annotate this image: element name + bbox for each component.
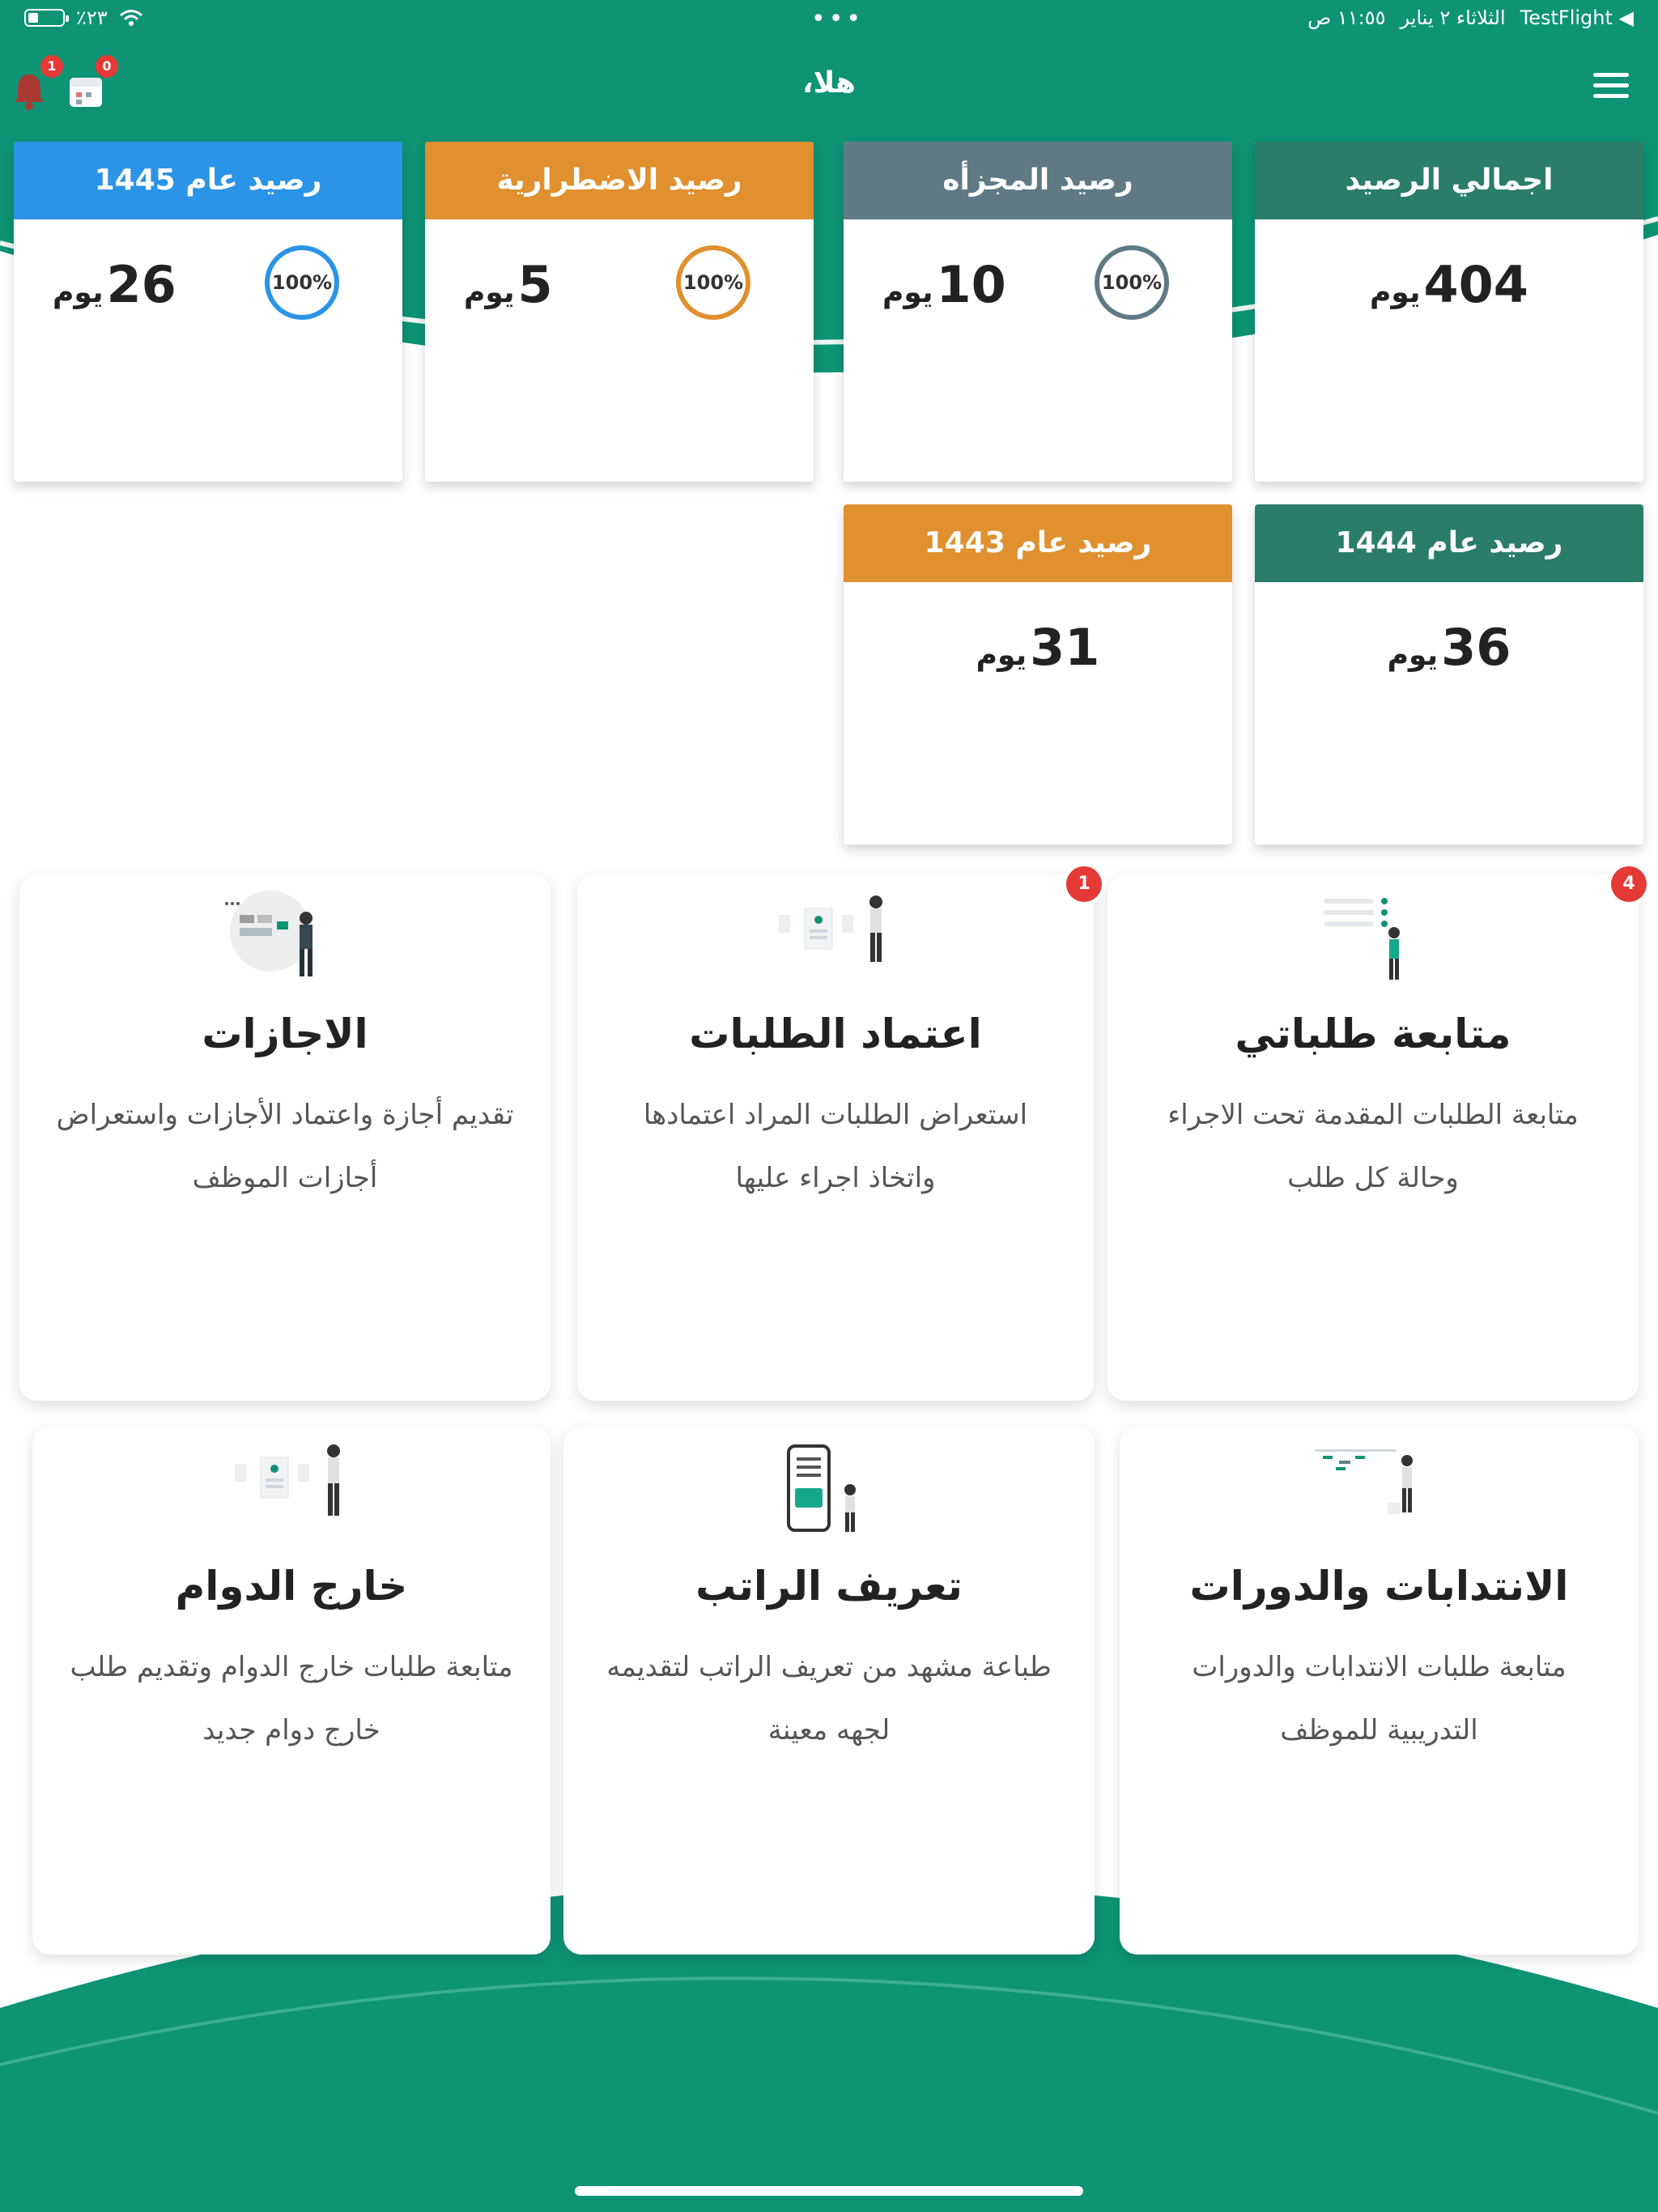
courses-illustration xyxy=(1307,1443,1452,1540)
balance-card-title: رصيد عام 1443 xyxy=(844,504,1232,582)
balance-days: 404 xyxy=(1423,255,1528,314)
service-title: اعتماد الطلبات xyxy=(689,1010,982,1057)
service-description: متابعة طلبات خارج الدوام وتقديم طلب خارج دوام جديد xyxy=(70,1651,513,1746)
service-description: متابعة طلبات الانتدابات والدورات التدريبية للموظف xyxy=(1192,1651,1567,1746)
service-description: طباعة مشهد من تعريف الراتب لتقديمه لجهه معينة xyxy=(606,1651,1052,1746)
menu-button[interactable] xyxy=(1593,73,1629,99)
balance-days: 36 xyxy=(1441,618,1511,677)
status-date: الثلاثاء ٢ يناير xyxy=(1400,6,1506,29)
bell-badge: 1 xyxy=(40,55,63,78)
balance-unit: يوم xyxy=(976,639,1027,672)
percent-ring: 100% xyxy=(676,245,750,320)
balance-card[interactable] xyxy=(844,142,1232,482)
overtime-illustration xyxy=(219,1443,364,1540)
balance-card[interactable] xyxy=(844,504,1232,844)
service-description: تقديم أجازة واعتماد الأجازات واستعراض أجازات الموظف xyxy=(56,1099,514,1194)
balance-card-title: رصيد عام 1445 xyxy=(14,142,402,219)
balance-card-title: رصيد المجزأه xyxy=(844,142,1232,219)
service-card[interactable] xyxy=(19,874,551,1401)
balance-unit: يوم xyxy=(53,276,104,309)
status-right xyxy=(1307,6,1634,29)
service-title: خارج الدوام xyxy=(175,1563,408,1610)
wifi-icon xyxy=(119,9,143,27)
balance-value xyxy=(1255,618,1643,677)
approval-illustration xyxy=(763,891,908,988)
balance-card-title: اجمالي الرصيد xyxy=(1255,142,1643,219)
balance-unit: يوم xyxy=(464,276,515,309)
service-card[interactable] xyxy=(563,1427,1095,1955)
multitask-dots[interactable]: ••• xyxy=(811,5,865,33)
balance-card[interactable] xyxy=(1255,142,1643,482)
balance-value xyxy=(464,255,553,314)
balance-days: 5 xyxy=(517,255,553,314)
balance-value xyxy=(1255,255,1643,314)
balance-card[interactable] xyxy=(425,142,814,482)
salary-illustration xyxy=(756,1443,902,1540)
balance-card-title: رصيد عام 1444 xyxy=(1255,504,1643,582)
service-title: متابعة طلباتي xyxy=(1235,1010,1511,1057)
app-header xyxy=(0,49,1658,121)
balance-card[interactable] xyxy=(1255,504,1643,844)
home-indicator[interactable] xyxy=(575,2186,1083,2196)
balance-days: 31 xyxy=(1030,618,1100,677)
service-card[interactable] xyxy=(32,1427,551,1955)
service-title: تعريف الراتب xyxy=(695,1563,963,1610)
balance-unit: يوم xyxy=(1387,639,1439,672)
status-bar xyxy=(0,0,1658,40)
service-description: متابعة الطلبات المقدمة تحت الاجراء وحالة كل طلب xyxy=(1167,1099,1579,1194)
service-card[interactable] xyxy=(577,874,1094,1401)
requests-illustration xyxy=(1300,891,1446,988)
balance-value xyxy=(882,255,1006,314)
status-left xyxy=(24,6,143,29)
service-title: الاجازات xyxy=(202,1010,368,1057)
balance-unit: يوم xyxy=(1370,276,1421,309)
menu-icon xyxy=(1593,73,1629,77)
balance-days: 26 xyxy=(106,255,176,314)
balance-value xyxy=(53,255,176,314)
battery-level: ٪٢٣ xyxy=(76,6,108,29)
percent-ring: 100% xyxy=(1095,245,1169,320)
leaves-illustration xyxy=(212,891,358,988)
notification-badge: 4 xyxy=(1611,866,1647,902)
status-time: ١١:٥٥ ص xyxy=(1307,6,1386,29)
balance-card[interactable] xyxy=(14,142,402,482)
service-description: استعراض الطلبات المراد اعتمادها واتخاذ اجراء عليها xyxy=(643,1099,1028,1194)
testflight-back[interactable]: TestFlight ◀ xyxy=(1520,6,1634,29)
service-card[interactable] xyxy=(1120,1427,1639,1955)
service-card[interactable] xyxy=(1107,874,1639,1401)
balance-card-title: رصيد الاضطرارية xyxy=(425,142,814,219)
battery-icon xyxy=(24,9,65,27)
greeting-title: هلا، xyxy=(802,66,856,100)
balance-days: 10 xyxy=(936,255,1006,314)
notification-badge: 1 xyxy=(1066,866,1102,902)
balance-value xyxy=(844,618,1232,677)
percent-ring: 100% xyxy=(265,245,339,320)
balance-unit: يوم xyxy=(882,276,933,309)
service-title: الانتدابات والدورات xyxy=(1189,1563,1569,1610)
calendar-badge: 0 xyxy=(96,55,118,78)
